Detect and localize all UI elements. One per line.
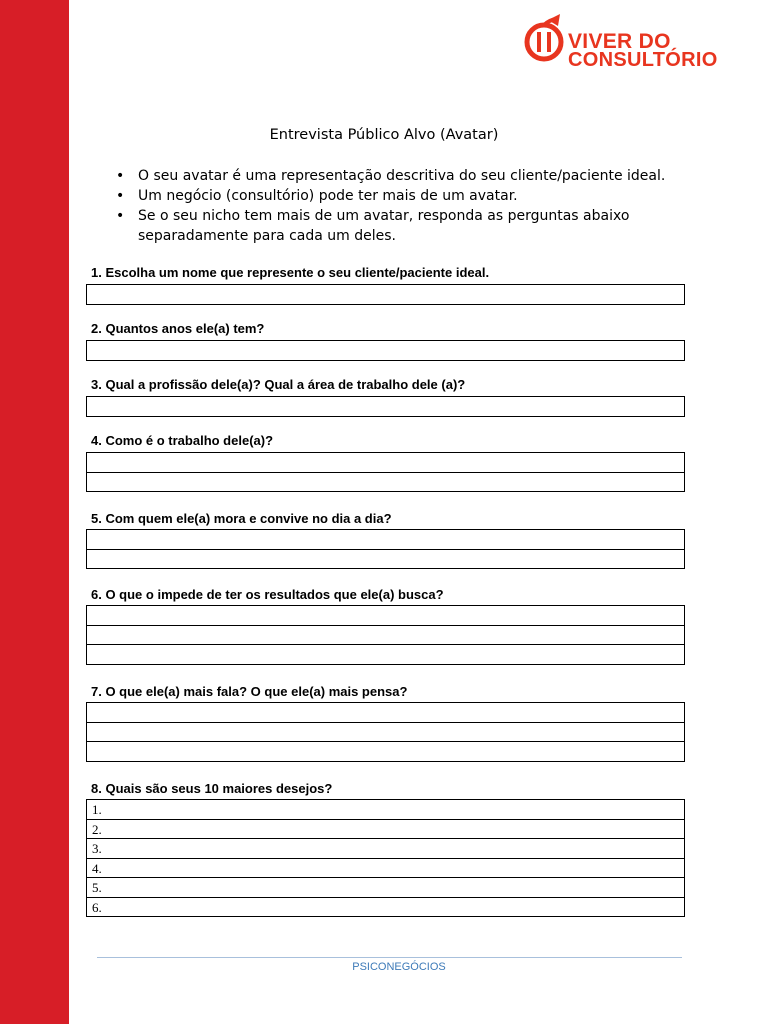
brand-line-2: CONSULTÓRIO <box>568 49 718 71</box>
answer-field[interactable] <box>87 453 684 473</box>
desire-row[interactable]: 3. <box>87 839 684 859</box>
question-3: 3. Qual a profissão dele(a)? Qual a área de trabalho dele (a)? <box>91 377 466 392</box>
answer-field[interactable] <box>87 550 684 570</box>
logo-mark-icon <box>524 12 568 64</box>
desire-row[interactable]: 1. <box>87 800 684 820</box>
question-8: 8. Quais são seus 10 maiores desejos? <box>91 781 333 796</box>
answer-box-2 <box>86 340 685 361</box>
brand-line-1: VIVER DO <box>568 30 671 53</box>
footer-divider <box>97 957 682 958</box>
intro-item: • Um negócio (consultório) pode ter mais de um avatar. <box>118 186 678 206</box>
desire-row[interactable]: 5. <box>87 878 684 898</box>
question-4: 4. Como é o trabalho dele(a)? <box>91 433 274 448</box>
answer-box-6 <box>86 605 685 665</box>
question-2: 2. Quantos anos ele(a) tem? <box>91 321 265 336</box>
answer-box-4 <box>86 452 685 492</box>
desire-row[interactable]: 4. <box>87 859 684 879</box>
answer-field[interactable] <box>87 285 684 305</box>
answer-field[interactable] <box>87 473 684 493</box>
brand-logo <box>524 12 754 76</box>
answer-box-7 <box>86 702 685 762</box>
answer-box-1 <box>86 284 685 305</box>
answer-field[interactable] <box>87 742 684 762</box>
question-5: 5. Com quem ele(a) mora e convive no dia a dia? <box>91 511 392 526</box>
answer-field[interactable] <box>87 606 684 626</box>
answer-field[interactable] <box>87 626 684 646</box>
answer-field[interactable] <box>87 341 684 361</box>
answer-box-5 <box>86 529 685 569</box>
left-red-bar <box>0 0 69 1024</box>
desire-row[interactable]: 6. <box>87 898 684 918</box>
answer-field[interactable] <box>87 703 684 723</box>
answer-field[interactable] <box>87 645 684 665</box>
question-6: 6. O que o impede de ter os resultados que ele(a) busca? <box>91 587 444 602</box>
intro-item: • O seu avatar é uma representação descritiva do seu cliente/paciente ideal. <box>118 166 678 186</box>
answer-field[interactable] <box>87 723 684 743</box>
answer-field[interactable] <box>87 530 684 550</box>
footer-text: PSICONEGÓCIOS <box>352 961 446 973</box>
question-7: 7. O que ele(a) mais fala? O que ele(a) mais pensa? <box>91 684 408 699</box>
answer-box-3 <box>86 396 685 417</box>
answer-field[interactable] <box>87 397 684 417</box>
answer-box-8 <box>86 799 685 917</box>
question-1: 1. Escolha um nome que represente o seu cliente/paciente ideal. <box>91 265 490 280</box>
desire-row[interactable]: 2. <box>87 820 684 840</box>
document-title: Entrevista Público Alvo (Avatar) <box>269 127 499 143</box>
intro-item: • Se o seu nicho tem mais de um avatar, responda as perguntas abaixo separadamente para cada um deles. <box>118 206 678 246</box>
intro-list <box>118 166 678 246</box>
